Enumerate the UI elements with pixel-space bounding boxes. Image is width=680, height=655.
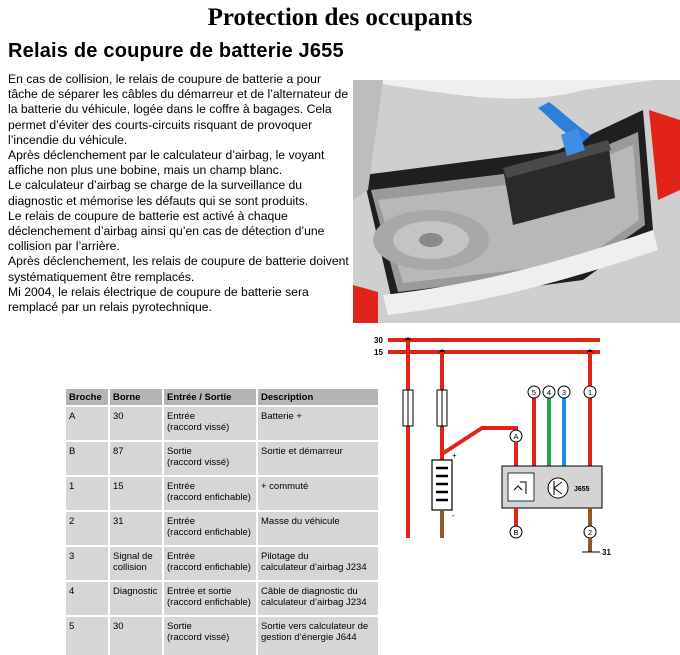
paragraph: En cas de collision, le relais de coupure de batterie a pour tâche de séparer les câbles du démarreur et de l’alternateur de la batterie du véhicule, logée dans le coffre à bagages. Cela permet d’éviter des courts-circuits risquant de provoquer l’incendie du véhicule. [8, 72, 349, 147]
relay-label: J655 [574, 486, 590, 493]
table-cell-desc: Câble de diagnostic du calculateur d’airbag J234 [256, 580, 378, 615]
table-cell-borne: 87 [108, 440, 162, 475]
trunk-photo [353, 80, 680, 323]
column-header: Entrée / Sortie [162, 389, 256, 405]
table-cell-broche: 1 [66, 475, 108, 510]
table-row [66, 405, 378, 440]
table-cell-io: Entrée et sortie (raccord enfichable) [162, 580, 256, 615]
pin-2-label: 2 [587, 528, 593, 537]
table-cell-io: Entrée (raccord vissé) [162, 405, 256, 440]
pin-3-label: 3 [561, 388, 567, 397]
table-cell-broche: B [66, 440, 108, 475]
pin-5-label: 5 [531, 388, 537, 397]
paragraph: Le relais de coupure de batterie est activé à chaque déclenchement d’airbag ainsi qu’en cas de détection d’une collision par l’arrière. [8, 208, 325, 254]
table-cell-borne: Diagnostic [108, 580, 162, 615]
pin-1-label: 1 [587, 388, 593, 397]
section-title: Relais de coupure de batterie J655 [8, 40, 344, 62]
paragraph: Après déclenchement par le calculateur d’airbag, le voyant affiche non plus une bobine, mais un champ blanc. [8, 148, 325, 178]
table-cell-desc: Batterie + [256, 405, 378, 440]
pin-4-label: 4 [546, 388, 552, 397]
table-cell-broche: 4 [66, 580, 108, 615]
table-cell-borne: 31 [108, 510, 162, 545]
bus-label-15: 15 [374, 348, 383, 357]
paragraph: Le calculateur d’airbag se charge de la surveillance du diagnostic et mémorise les défauts qui se sont produits. [8, 178, 309, 208]
paragraph: Mi 2004, le relais électrique de coupure de batterie sera remplacé par un relais pyrotechnique. [8, 284, 309, 315]
table-cell-broche: 2 [66, 510, 108, 545]
table-cell-borne: 15 [108, 475, 162, 510]
paragraph: Après déclenchement, les relais de coupure de batterie doivent systématiquement être remplacés. [8, 254, 349, 284]
column-header: Borne [108, 389, 162, 405]
table-row [66, 440, 378, 475]
table-cell-io: Sortie (raccord vissé) [162, 615, 256, 655]
page-title: Protection des occupants [207, 4, 473, 31]
table-cell-io: Entrée (raccord enfichable) [162, 510, 256, 545]
table-cell-io: Sortie (raccord vissé) [162, 440, 256, 475]
table-cell-broche: 3 [66, 545, 108, 580]
table-cell-borne: 30 [108, 615, 162, 655]
column-header: Broche [66, 389, 108, 405]
table-cell-io: Entrée (raccord enfichable) [162, 475, 256, 510]
table-row [66, 545, 378, 580]
pin-table [66, 389, 378, 655]
wiring-schematic [360, 328, 680, 568]
bus-label-30: 30 [374, 336, 383, 345]
table-cell-borne: 30 [108, 405, 162, 440]
table-cell-desc: Masse du véhicule [256, 510, 378, 545]
pin-a-label: A [513, 432, 519, 441]
table-row [66, 510, 378, 545]
pin-b-label: B [513, 528, 519, 537]
ground-label-31: 31 [602, 548, 611, 557]
table-cell-borne: Signal de collision [108, 545, 162, 580]
body-text [8, 72, 353, 315]
table-cell-desc: Sortie et démarreur [256, 440, 378, 475]
table-cell-broche: 5 [66, 615, 108, 655]
table-cell-desc: Pilotage du calculateur d’airbag J234 [256, 545, 378, 580]
table-row [66, 580, 378, 615]
table-cell-desc: + commuté [256, 475, 378, 510]
table-row [66, 475, 378, 510]
battery-minus: - [452, 511, 455, 520]
table-row [66, 615, 378, 655]
table-cell-io: Entrée (raccord enfichable) [162, 545, 256, 580]
table-cell-desc: Sortie vers calculateur de gestion d’énergie J644 [256, 615, 378, 655]
battery-plus: + [452, 451, 457, 460]
table-cell-broche: A [66, 405, 108, 440]
column-header: Description [256, 389, 378, 405]
table-header-row [66, 389, 378, 405]
